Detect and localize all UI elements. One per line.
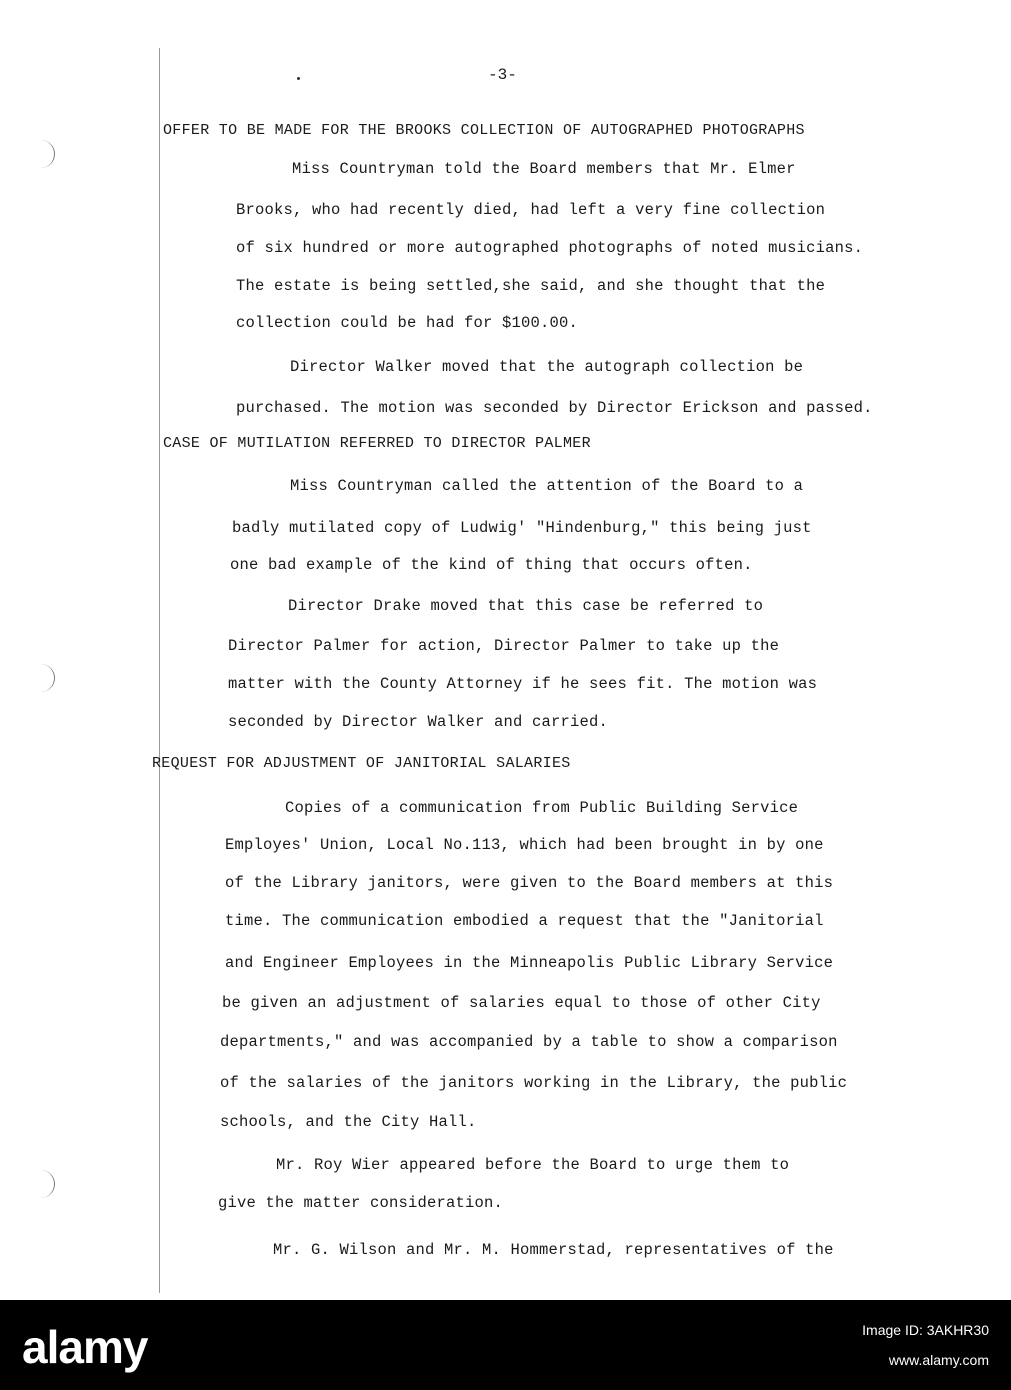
section-heading: CASE OF MUTILATION REFERRED TO DIRECTOR PALMER [163, 435, 591, 452]
text-line: Employes' Union, Local No.113, which had been brought in by one [225, 836, 824, 854]
text-line: departments," and was accompanied by a table to show a comparison [220, 1033, 838, 1051]
text-line: Brooks, who had recently died, had left a very fine collection [236, 201, 826, 219]
text-line: of the salaries of the janitors working in the Library, the public [220, 1074, 848, 1092]
text-line: Director Drake moved that this case be referred to [288, 597, 764, 615]
watermark-bar [0, 1300, 1011, 1390]
page-number: -3- [488, 66, 517, 84]
text-line: Miss Countryman called the attention of the Board to a [290, 477, 804, 495]
speck [297, 77, 300, 80]
section-heading: OFFER TO BE MADE FOR THE BROOKS COLLECTION OF AUTOGRAPHED PHOTOGRAPHS [163, 122, 805, 139]
text-line: be given an adjustment of salaries equal to those of other City [222, 994, 821, 1012]
text-line: badly mutilated copy of Ludwig' "Hindenburg," this being just [232, 519, 812, 537]
text-line: and Engineer Employees in the Minneapolis Public Library Service [225, 954, 834, 972]
text-line: seconded by Director Walker and carried. [228, 713, 609, 731]
text-line: Mr. Roy Wier appeared before the Board to urge them to [276, 1156, 790, 1174]
text-line: one bad example of the kind of thing that occurs often. [230, 556, 753, 574]
text-line: Mr. G. Wilson and Mr. M. Hommerstad, representatives of the [273, 1241, 834, 1259]
section-heading: REQUEST FOR ADJUSTMENT OF JANITORIAL SALARIES [152, 755, 571, 772]
text-line: collection could be had for $100.00. [236, 314, 579, 332]
text-line: schools, and the City Hall. [220, 1113, 477, 1131]
text-line: of the Library janitors, were given to the Board members at this [225, 874, 834, 892]
punch-hole-mark [40, 1170, 55, 1198]
text-line: Director Palmer for action, Director Palmer to take up the [228, 637, 780, 655]
text-line: matter with the County Attorney if he sees fit. The motion was [228, 675, 818, 693]
text-line: give the matter consideration. [218, 1194, 504, 1212]
watermark-image-id: Image ID: 3AKHR30 [862, 1322, 989, 1338]
text-line: The estate is being settled,she said, and she thought that the [236, 277, 826, 295]
text-line: time. The communication embodied a request that the "Janitorial [225, 912, 824, 930]
watermark-url: www.alamy.com [888, 1352, 989, 1368]
punch-hole-mark [40, 140, 55, 168]
text-line: Director Walker moved that the autograph collection be [290, 358, 804, 376]
watermark-logo: alamy [22, 1321, 148, 1373]
text-line: of six hundred or more autographed photographs of noted musicians. [236, 239, 864, 257]
text-line: Miss Countryman told the Board members that Mr. Elmer [292, 160, 796, 178]
text-line: Copies of a communication from Public Building Service [285, 799, 799, 817]
margin-rule [159, 48, 160, 1293]
punch-hole-mark [40, 664, 55, 692]
text-line: purchased. The motion was seconded by Director Erickson and passed. [236, 399, 873, 417]
